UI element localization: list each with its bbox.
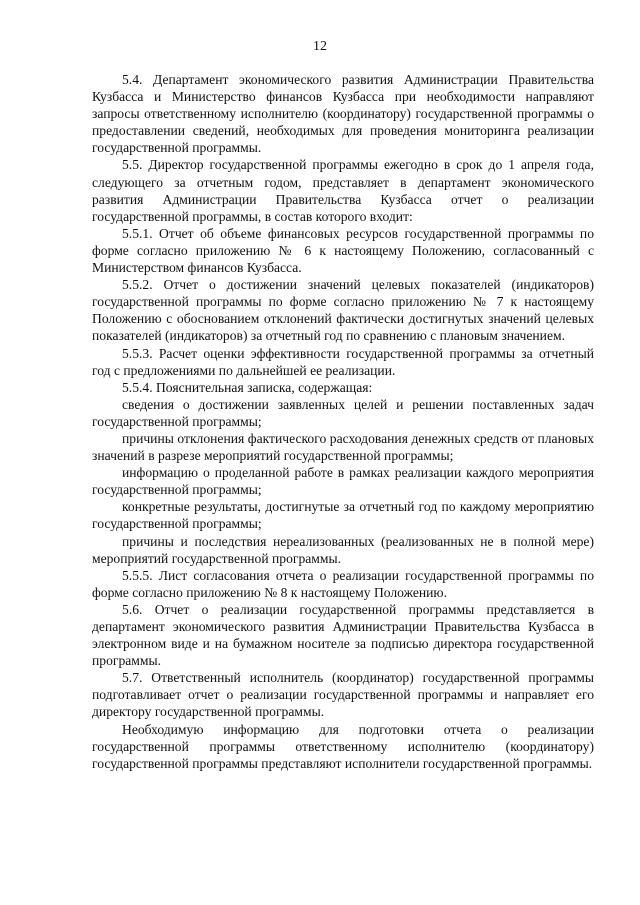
paragraph-5-4: 5.4. Департамент экономического развития Администрации Правительства Кузбасса и Министерство финансов Кузбасса при необходимости направляют запросы ответственному исполнителю (координатору) государственной программы о предоставлении сведений, необходимых для проведения мониторинга реализации государственной программы. [92,72,594,156]
paragraph-5-6: 5.6. Отчет о реализации государственной программы представляется в департамент экономического развития Администрации Правительства Кузбасса в электронном виде и на бумажном носителе за подписью директора государственной программы. [92,601,594,669]
paragraph-5-5-5: 5.5.5. Лист согласования отчета о реализации государственной программы по форме согласно приложению № 8 к настоящему Положению. [92,567,594,600]
document-body [92,71,594,772]
list-item-deviations: причины отклонения фактического расходования денежных средств от плановых значений в разрезе мероприятий государственной программы; [92,430,594,464]
list-item-goals: сведения о достижении заявленных целей и решении поставленных задач государственной программы; [92,396,594,429]
list-item-work-done: информацию о проделанной работе в рамках реализации каждого мероприятия государственной программы; [92,465,594,498]
paragraph-5-7: 5.7. Ответственный исполнитель (координатор) государственной программы подготавливает отчет о реализации государственной программы и направляет его директору государственной программы. [92,670,594,720]
paragraph-required-info: Необходимую информацию для подготовки отчета о реализации государственной программы ответственному исполнителю (координатору) государственной программы представляют исполнители государственной программы. [92,721,594,771]
list-item-results: конкретные результаты, достигнутые за отчетный год по каждому мероприятию государственной программы; [92,499,594,532]
paragraph-5-5: 5.5. Директор государственной программы ежегодно в срок до 1 апреля года, следующего за отчетным годом, представляет в департамент экономического развития Администрации Правительства Кузбасса отчет о реализации государственной программы, в состав которого входит: [92,157,594,224]
list-item-unrealized: причины и последствия нереализованных (реализованных не в полной мере) мероприятий государственной программы. [92,533,594,566]
page-number: 12 [313,39,327,54]
paragraph-5-5-1: 5.5.1. Отчет об объеме финансовых ресурсов государственной программы по форме согласно приложению № 6 к настоящему Положению, согласованный с Министерством финансов Кузбасса. [92,225,594,276]
paragraph-5-5-4: 5.5.4. Пояснительная записка, содержащая: [122,379,373,395]
paragraph-5-5-3: 5.5.3. Расчет оценки эффективности государственной программы за отчетный год с предложениями по дальнейшей ее реализации. [92,345,594,378]
paragraph-5-5-2: 5.5.2. Отчет о достижении значений целевых показателей (индикаторов) государственной программы по форме согласно приложению № 7 к настоящему Положению с обоснованием отклонений фактически достигнутых значений целевых показателей (индикаторов) за отчетный год по сравнению с плановым значением. [92,277,594,344]
